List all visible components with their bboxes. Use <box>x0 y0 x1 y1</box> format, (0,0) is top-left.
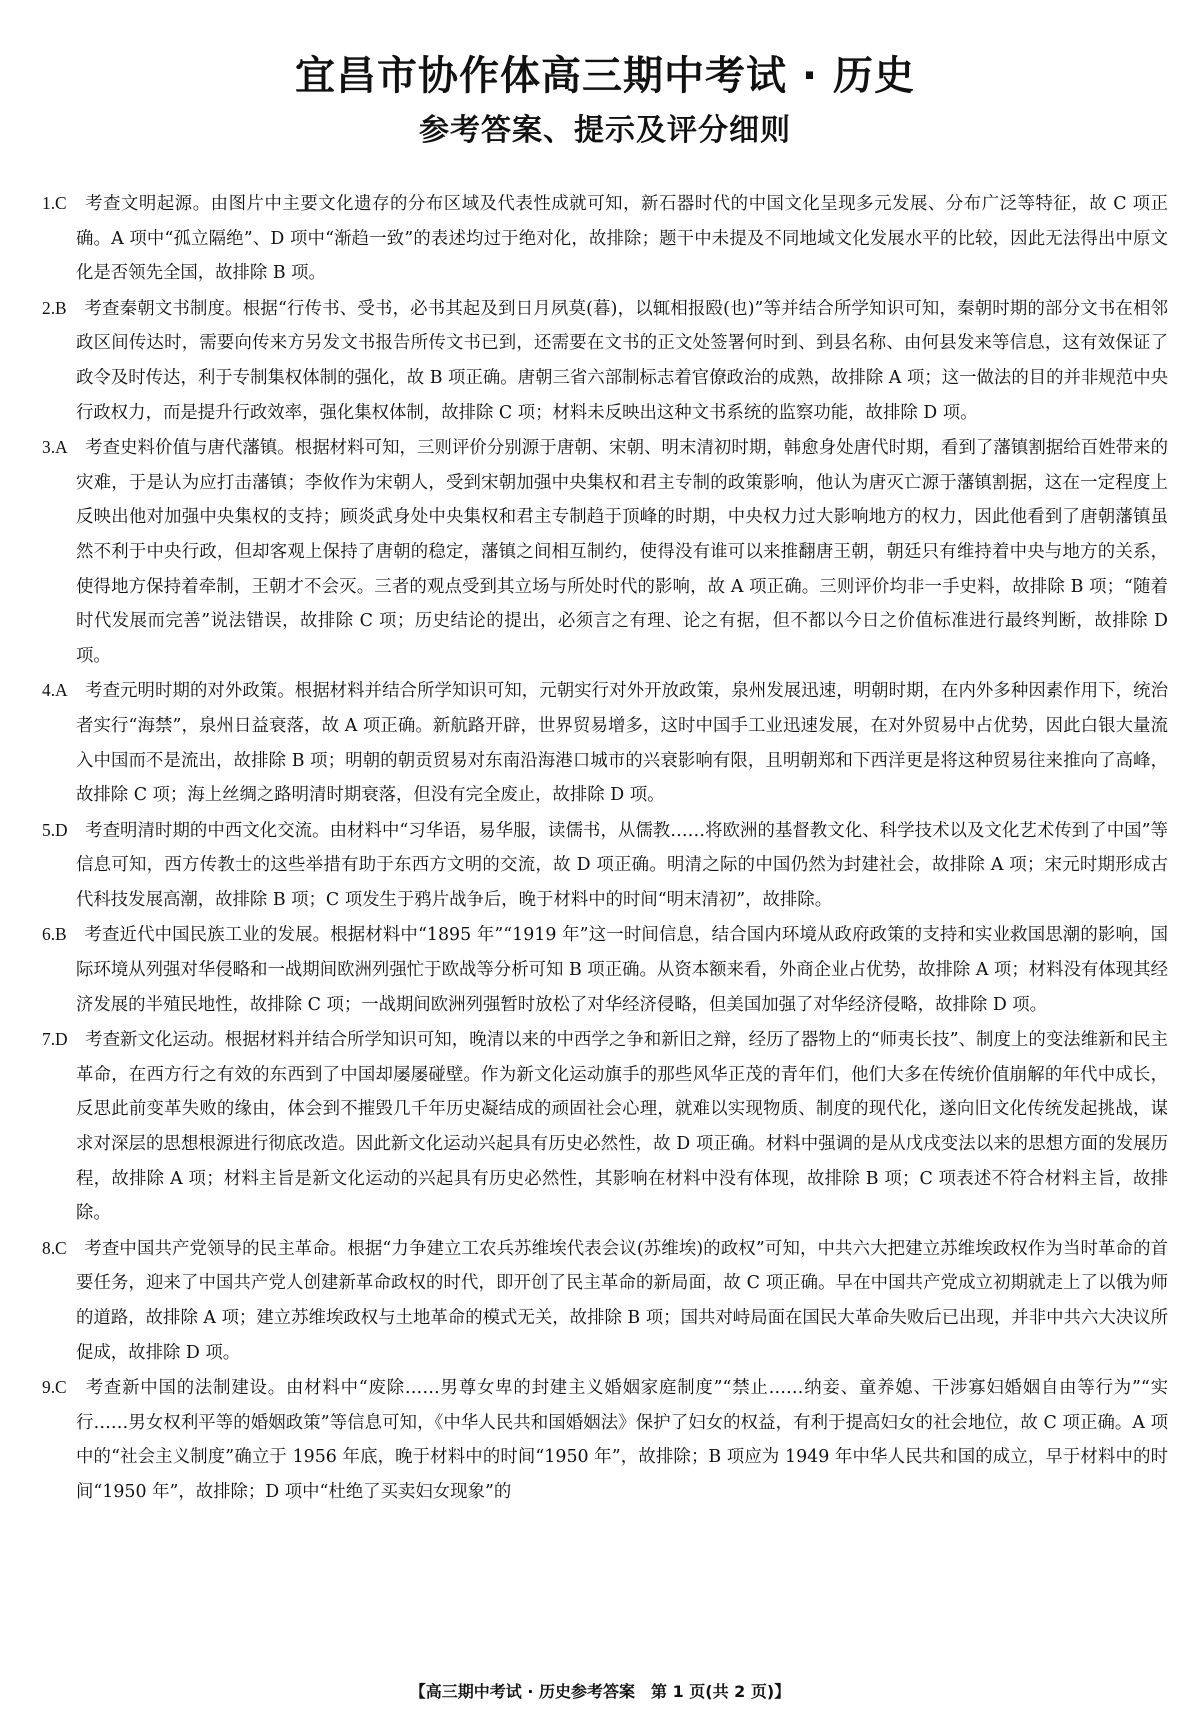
answer-number: 8.C <box>42 1237 67 1258</box>
answer-explanation: 考查明清时期的中西文化交流。由材料中“习华语，易华服，读儒书，从儒教……将欧洲的基督教文化、科学技术以及文化艺术传到了中国”等信息可知，西方传教士的这些举措有助于东西方文明的交流，故 D 项正确。明清之际的中国仍然为封建社会，故排除 A 项；宋元时期形成古代科技发展高潮，故排除 B 项；C 项发生于鸦片战争后，晚于材料中的时间“明末清初”，故排除。 <box>76 820 1168 910</box>
answer-explanation: 考查新文化运动。根据材料并结合所学知识可知，晚清以来的中西学之争和新旧之辩，经历了器物上的“师夷长技”、制度上的变法维新和民主革命，在西方行之有效的东西到了中国却屡屡碰壁。作为新文化运动旗手的那些风华正茂的青年们，他们大多在传统价值崩解的年代中成长，反思此前变革失败的缘由，体会到不摧毁几千年历史凝结成的顽固社会心理，就难以实现物质、制度的现代化，遂向旧文化传统发起挑战，谋求对深层的思想根源进行彻底改造。因此新文化运动兴起具有历史必然性，故 D 项正确。材料中强调的是从戊戌变法以来的思想方面的发展历程，故排除 A 项；材料主旨是新文化运动的兴起具有历史必然性，其影响在材料中没有体现，故排除 B 项；C 项表述不符合材料主旨，故排除。 <box>76 1030 1168 1224</box>
answer-item-7 <box>42 1022 1168 1231</box>
answer-item-9 <box>42 1370 1168 1509</box>
answer-explanation: 考查新中国的法制建设。由材料中“废除……男尊女卑的封建主义婚姻家庭制度”“禁止……纳妾、童养媳、干涉寡妇婚姻自由等行为”“实行……男女权利平等的婚姻政策”等信息可知，《中华人民共和国婚姻法》保护了妇女的权益，有利于提高妇女的社会地位，故 C 项正确。A 项中的“社会主义制度”确立于 1956 年底，晚于材料中的时间“1950 年”，故排除；B 项应为 1949 年中华人民共和国的成立，早于材料中的时间“1950 年”，故排除；D 项中“杜绝了买卖妇女现象”的 <box>76 1378 1168 1502</box>
answer-number: 9.C <box>42 1377 67 1398</box>
answer-number: 7.D <box>42 1029 68 1050</box>
answer-explanation: 考查文明起源。由图片中主要文化遗存的分布区域及代表性成就可知，新石器时代的中国文化呈现多元发展、分布广泛等特征，故 C 项正确。A 项中“孤立隔绝”、D 项中“渐趋一致”的表述均过于绝对化，故排除；题干中未提及不同地域文化发展水平的比较，因此无法得出中原文化是否领先全国，故排除 B 项。 <box>76 194 1168 284</box>
answer-number: 5.D <box>42 819 68 840</box>
answer-item-3 <box>42 430 1168 673</box>
answer-explanation: 考查史料价值与唐代藩镇。根据材料可知，三则评价分别源于唐朝、宋朝、明末清初时期，韩愈身处唐代时期，看到了藩镇割据给百姓带来的灾难，于是认为应打击藩镇；李攸作为宋朝人，受到宋朝加强中央集权和君主专制的政策影响，他认为唐灭亡源于藩镇割据，这在一定程度上反映出他对加强中央集权的支持；顾炎武身处中央集权和君主专制趋于顶峰的时期，中央权力过大影响地方的权力，因此他看到了唐朝藩镇虽然不利于中央行政，但却客观上保持了唐朝的稳定，藩镇之间相互制约，使得没有谁可以来推翻唐王朝，朝廷只有维持着中央与地方的关系，使得地方保持着牵制，王朝才不会灭。三者的观点受到其立场与所处时代的影响，故 A 项正确。三则评价均非一手史料，故排除 B 项；“随着时代发展而完善”说法错误，故排除 C 项；历史结论的提出，必须言之有理、论之有据，但不都以今日之价值标准进行最终判断，故排除 D 项。 <box>76 438 1168 666</box>
answer-item-6 <box>42 917 1168 1022</box>
page-title: 宜昌市协作体高三期中考试 · 历史 <box>294 53 916 99</box>
page-footer: 【高三期中考试 · 历史参考答案 第 1 页(共 2 页)】 <box>409 1682 791 1701</box>
answer-item-1 <box>42 186 1168 291</box>
answer-explanation: 考查元明时期的对外政策。根据材料并结合所学知识可知，元朝实行对外开放政策，泉州发展迅速，明朝时期，在内外多种因素作用下，统治者实行“海禁”，泉州日益衰落，故 A 项正确。新航路开辟，世界贸易增多，这时中国手工业迅速发展，在对外贸易中占优势，因此白银大量流入中国而不是流出，故排除 B 项；明朝的朝贡贸易对东南沿海港口城市的兴衰影响有限，且明朝郑和下西洋更是将这种贸易往来推向了高峰，故排除 C 项；海上丝绸之路明清时期衰落，但没有完全废止，故排除 D 项。 <box>76 681 1168 806</box>
answer-number: 1.C <box>42 193 67 213</box>
answer-explanation: 考查中国共产党领导的民主革命。根据“力争建立工农兵苏维埃代表会议(苏维埃)的政权”可知，中共六大把建立苏维埃政权作为当时革命的首要任务，迎来了中国共产党人创建新革命政权的时代，即开创了民主革命的新局面，故 C 项正确。早在中国共产党成立初期就走上了以俄为师的道路，故排除 A 项；建立苏维埃政权与土地革命的模式无关，故排除 B 项；国共对峙局面在国民大革命失败后已出现，并非中共六大决议所促成，故排除 D 项。 <box>76 1238 1168 1363</box>
answer-item-5 <box>42 813 1168 918</box>
page-subtitle: 参考答案、提示及评分细则 <box>419 113 791 148</box>
answer-item-2 <box>42 291 1168 430</box>
answer-number: 6.B <box>42 924 67 945</box>
answer-number: 4.A <box>42 680 68 701</box>
answer-item-8 <box>42 1231 1168 1370</box>
answer-number: 3.A <box>42 437 68 458</box>
answer-explanation: 考查秦朝文书制度。根据“行传书、受书，必书其起及到日月夙莫(暮)，以辄相报殹(也)”等并结合所学知识可知，秦朝时期的部分文书在相邻政区间传达时，需要向传来方另发文书报告所传文书已到，还需要在文书的正文处签署何时到、到县名称、由何县发来等信息，这有效保证了政令及时传达，利于专制集权体制的强化，故 B 项正确。唐朝三省六部制标志着官僚政治的成熟，故排除 A 项；这一做法的目的并非规范中央行政权力，而是提升行政效率，强化集权体制，故排除 C 项；材料未反映出这种文书系统的监察功能，故排除 D 项。 <box>76 298 1168 423</box>
answer-item-4 <box>42 673 1168 812</box>
answer-list <box>42 186 1168 1510</box>
answer-number: 2.B <box>42 297 67 318</box>
answer-explanation: 考查近代中国民族工业的发展。根据材料中“1895 年”“1919 年”这一时间信息，结合国内环境从政府政策的支持和实业救国思潮的影响，国际环境从列强对华侵略和一战期间欧洲列强忙于欧战等分析可知 B 项正确。从资本额来看，外商企业占优势，故排除 A 项；材料没有体现其经济发展的半殖民地性，故排除 C 项；一战期间欧洲列强暂时放松了对华经济侵略，但美国加强了对华经济侵略，故排除 D 项。 <box>76 925 1168 1015</box>
